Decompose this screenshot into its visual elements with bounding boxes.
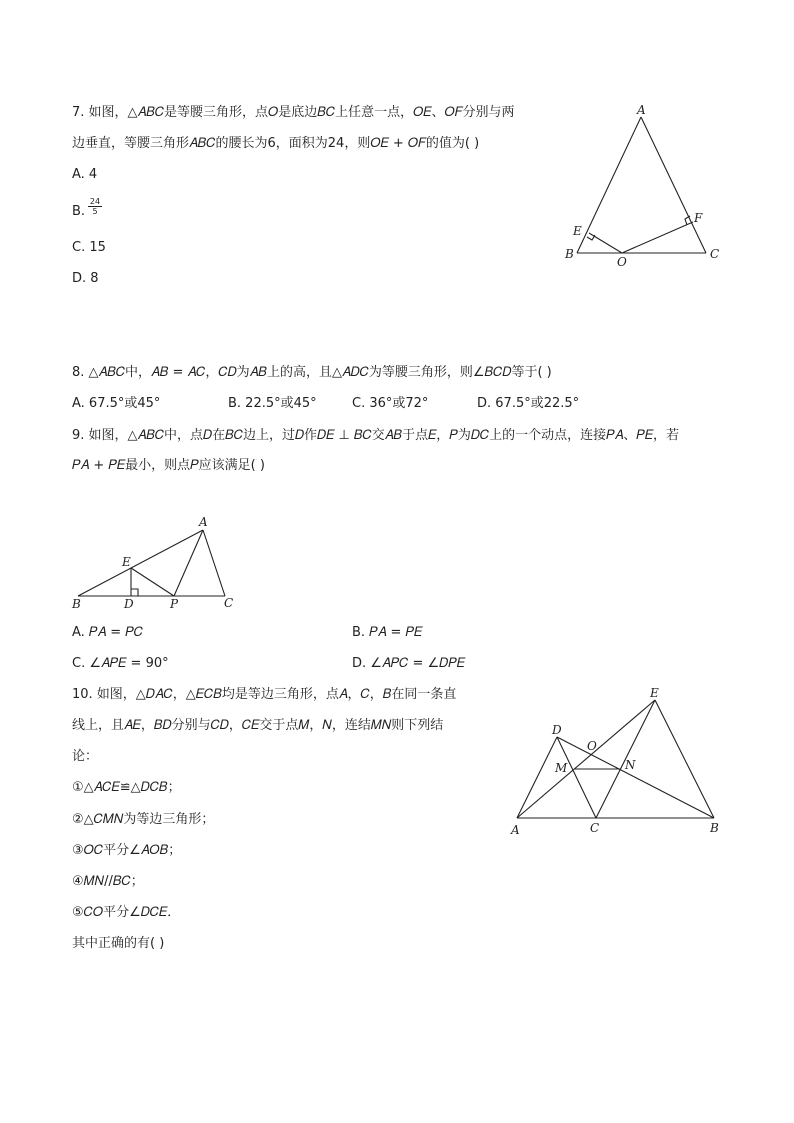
q10-label-b: B [710, 821, 719, 835]
q7-label-a: A [637, 103, 646, 117]
q9-label-a: A [199, 515, 208, 529]
q9-side-ab [78, 530, 203, 596]
q9-option-b: B. 𝑃𝐴 = 𝑃𝐸 [352, 625, 423, 640]
q9-label-e: E [122, 555, 131, 569]
q9-segment-pa [174, 530, 203, 596]
q9-label-p: P [170, 597, 179, 611]
q7-side-ab [577, 117, 641, 253]
q9-stem-line1: 9. 如图，△𝐴𝐵𝐶中，点𝐷在𝐵𝐶边上，过𝐷作𝐷𝐸 ⊥ 𝐵𝐶交𝐴𝐵于点𝐸，𝑃为𝐷𝐶上的一个动点，连接𝑃𝐴、𝑃𝐸，若 [72, 428, 680, 443]
q7-option-a: A. 4 [72, 167, 98, 182]
q10-stem-line2: 线上，且𝐴𝐸，𝐵𝐷分别与𝐶𝐷，𝐶𝐸交于点𝑀，𝑁，连结𝑀𝑁则下列结 [72, 718, 444, 733]
q9-option-a: A. 𝑃𝐴 = 𝑃𝐶 [72, 625, 144, 640]
q8-option-c: C. 36°或72° [352, 396, 429, 411]
q8-option-b: B. 22.5°或45° [228, 396, 317, 411]
q7-option-b-label: B. [72, 204, 86, 219]
q10-stem-line3: 论： [72, 749, 99, 764]
q8-option-d: D. 67.5°或22.5° [477, 396, 580, 411]
q10-label-a: A [511, 823, 520, 837]
q10-side-ad [517, 737, 557, 818]
q10-stem-line1: 10. 如图，△𝐷𝐴𝐶，△𝐸𝐶𝐵均是等边三角形，点𝐴，𝐶，𝐵在同一条直 [72, 687, 457, 702]
q9-option-d: D. ∠𝐴𝑃𝐶 = ∠𝐷𝑃𝐸 [352, 656, 465, 671]
q10-statement-3: ③𝑂𝐶平分∠𝐴𝑂𝐵； [72, 843, 182, 858]
q7-option-b-numerator: 24 [89, 197, 101, 206]
q7-option-b-fraction [88, 197, 102, 216]
q7-label-b: B [565, 247, 574, 261]
q9-side-ac [203, 530, 225, 596]
q7-figure [560, 100, 730, 270]
q7-option-b-denominator: 5 [92, 207, 98, 216]
q10-label-d: D [552, 723, 562, 737]
q7-label-f: F [694, 211, 703, 225]
q10-side-eb [655, 700, 714, 818]
q10-figure [505, 682, 730, 840]
q7-label-o: O [617, 255, 627, 269]
q7-option-d: D. 8 [72, 271, 99, 286]
q10-statement-5: ⑤𝐶𝑂平分∠𝐷𝐶𝐸． [72, 905, 181, 920]
q9-stem-line2: 𝑃𝐴 + 𝑃𝐸最小，则点𝑃应该满足( ) [72, 458, 265, 473]
q9-option-c: C. ∠𝐴𝑃𝐸 = 90° [72, 656, 169, 671]
q10-segment-bd [557, 737, 714, 818]
q7-label-e: E [573, 224, 582, 238]
q9-label-d: D [124, 597, 134, 611]
q10-label-c: C [590, 821, 600, 835]
q9-right-angle-d [131, 589, 138, 596]
q10-statement-4: ④𝑀𝑁//𝐵𝐶； [72, 874, 144, 889]
q10-statement-2: ②△𝐶𝑀𝑁为等边三角形； [72, 812, 215, 827]
q10-label-m: M [555, 761, 568, 775]
q9-label-c: C [224, 596, 234, 610]
q7-stem-line1: 7. 如图，△𝐴𝐵𝐶是等腰三角形，点𝑂是底边𝐵𝐶上任意一点，𝑂𝐸、𝑂𝐹分别与两 [72, 105, 515, 120]
q10-statement-1: ①△𝐴𝐶𝐸≌△𝐷𝐶𝐵； [72, 780, 181, 795]
q8-stem-line1: 8. △𝐴𝐵𝐶中，𝐴𝐵 = 𝐴𝐶，𝐶𝐷为𝐴𝐵上的高，且△𝐴𝐷𝐶为等腰三角形，则∠𝐵𝐶𝐷等于( ) [72, 365, 552, 380]
q10-question: 其中正确的有( ) [72, 936, 165, 951]
q8-option-a: A. 67.5°或45° [72, 396, 161, 411]
q7-side-ac [641, 117, 706, 253]
q7-stem-line2: 边垂直，等腰三角形𝐴𝐵𝐶的腰长为6，面积为24，则𝑂𝐸 + 𝑂𝐹的值为( ) [72, 136, 480, 151]
q7-segment-of [622, 222, 693, 253]
q7-label-c: C [710, 247, 720, 261]
q9-label-b: B [72, 597, 81, 611]
q10-label-n: N [625, 758, 636, 772]
q9-figure [65, 510, 245, 615]
q10-label-e: E [650, 686, 659, 700]
q10-label-o: O [587, 739, 597, 753]
q7-option-c: C. 15 [72, 240, 106, 255]
